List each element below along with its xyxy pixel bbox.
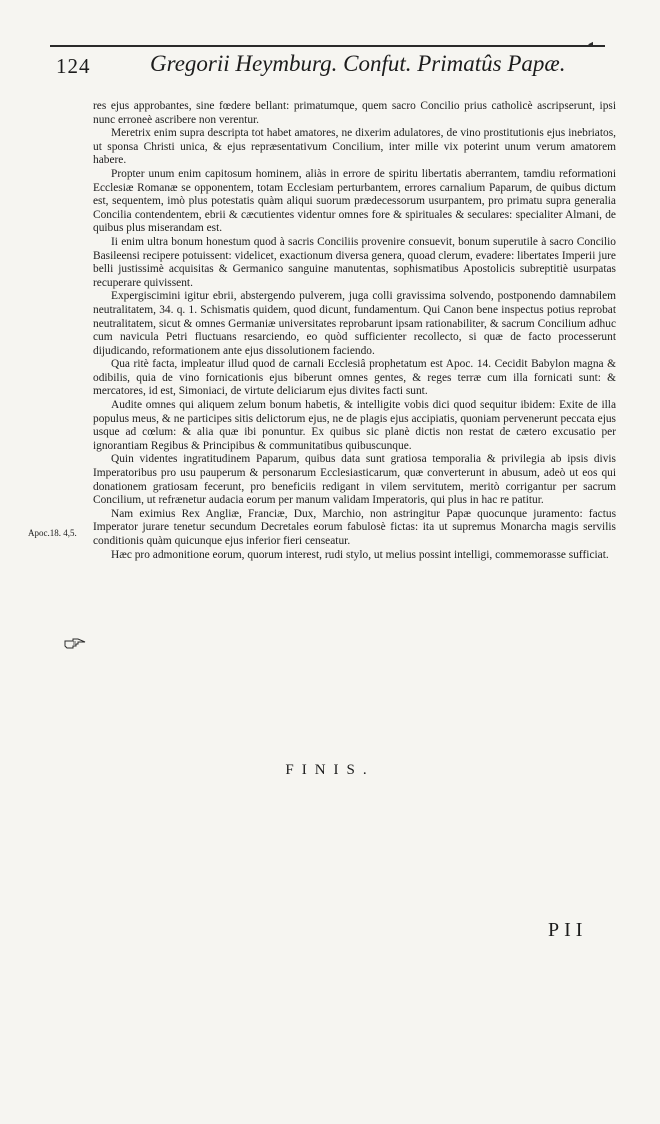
paragraph: Quin videntes ingratitudinem Paparum, quibus data sunt gratiosa temporalia & privilegia ab ipsis divis Imperatoribus pro usu pauperum & personarum Ecclesiasticarum, quæ converterunt in abusum, adeò ut eos qui donationem gratiosam fecerunt, pro beneficiis redigant in vilem servitutem, meritò corrigantur per sacrum Concilium, ut refrænetur audacia eorum per manum validam Imperatoris, qui plus in hac re patitur. (93, 453, 616, 507)
header-rule (50, 45, 605, 47)
page-number: 124 (56, 54, 91, 78)
paragraph: Audite omnes qui aliquem zelum bonum habetis, & intelligite vobis dici quod sequitur ibidem: Exite de illa populus meus, & ne participes sitis delictorum ejus, ne de plagis ejus accipiatis, quoniam pervenerunt peccata ejus usque ad cœlum: & alia quæ ibi ponuntur. Ex quibus sic planè dictis non restat de cætero excusatio per ignorantiam Regibus & Principibus & communitatibus quibuscunque. (93, 399, 616, 452)
paragraph: Qua ritè facta, impleatur illud quod de carnali Ecclesiâ prophetatum est Apoc. 14. Cecidit Babylon magna & odibilis, quia de vino fornicationis ejus biberunt omnes gentes, & reges terræ cum illa fornicati sunt: & mercatores, id est, Simoniaci, de virtute deliciarum ejus divites facti sunt. (93, 358, 616, 398)
pointing-hand-icon (64, 636, 86, 650)
finis: FINIS. (285, 762, 375, 778)
paragraph: Nam eximius Rex Angliæ, Franciæ, Dux, Marchio, non astringitur Papæ quocunque juramento: factus Imperator jurare tenetur secundum Decretales eorum fabulosè fictas: ita ut supremus Monarcha magis servilis conditionis quàm quicunque ejus inferior fieri censeatur. (93, 507, 616, 547)
running-head: Gregorii Heymburg. Confut. Primatûs Papæ. (150, 51, 566, 76)
margin-note: Apoc.18. 4,5. (28, 528, 77, 538)
paragraph: Expergiscimini igitur ebrii, abstergendo pulverem, juga colli gravissima solvendo, postponendo damnabilem neutralitatem, 34. q. 1. Schismatis quidem, quod dicunt, fundamentum. Qui Canon bene inspectus potius reprobat neutralitatem, sicut & omnes Germaniæ universitates reprobarunt ipsam rationabiliter, & sacrum Concilium adhuc cum navicula Petri fluctuans resarciendo, eo quòd sufficienter recollecto, si quæ de facto processerunt dijudicando, reformationem ante ejus dissolutionem faciendo. (93, 290, 616, 357)
paragraph: Meretrix enim supra descripta tot habet amatores, ne dixerim adulatores, de vino prostitutionis ejus inebriatos, ut sponsa Christi unica, & ejus repræsentativum Concilium, inter mille vix poterint unum verum amatorem habere. (93, 127, 616, 167)
paragraph: res ejus approbantes, sine fœdere bellant: primatumque, quem sacro Concilio prius catholicè ascripserunt, ipsi nunc erroneè ascribere non verentur. (93, 100, 616, 126)
catchword: PII (548, 919, 588, 941)
paragraph: Hæc pro admonitione eorum, quorum interest, rudi stylo, ut melius possint intelligi, commemorasse sufficiat. (111, 548, 609, 561)
body-text (93, 100, 616, 562)
paragraph: Propter unum enim capitosum hominem, aliàs in errore de spiritu libertatis aberrantem, tamdiu reformationi Ecclesiæ Romanæ se opponentem, totam Ecclesiam perturbantem, errores carnalium Paparum, de quibus dictum est, sequentem, imò plus potestatis quàm aliqui suorum prædecessorum usurpantem, pro primatu supra generalia Concilia contendentem, ebrii & cæcutientes videntur omnes fore & spirituales & seculares: specialiter Almani, de quibus plus miserandam est. (93, 167, 616, 235)
rule-flourish: ◂ (588, 39, 594, 50)
paragraph: Ii enim ultra bonum honestum quod à sacris Conciliis provenire consuevit, bonum superutile à sacro Concilio Basileensi recipere potuissent: videlicet, exactionum diversa genera, quoad clerum, evadere: libertates Imperii jure belli justissimè acquisitas & Germanico sanguine manutentas, sophismatibus Apostolicis subreptitiè usurpatas recuperare quivissent. (93, 235, 616, 289)
